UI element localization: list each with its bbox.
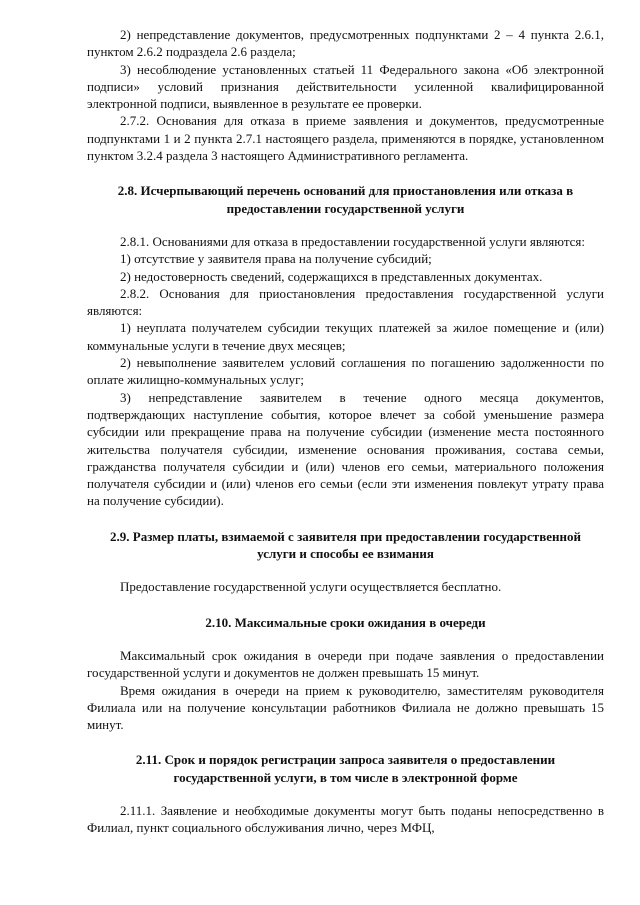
paragraph: 2.8.1. Основаниями для отказа в предоставлении государственной услуги являются: — [120, 233, 586, 249]
paragraph: Предоставление государственной услуги осуществляется бесплатно. — [120, 579, 502, 595]
paragraph: 1) отсутствие у заявителя права на получение субсидий; — [120, 251, 432, 267]
section-heading-2-9: 2.9. Размер платы, взимаемой с заявителя при предоставлении государственной услуги и способы ее взимания — [110, 528, 581, 562]
paragraph: 1) неуплата получателем субсидии текущих платежей за жилое помещение и (или) коммунальные услуги в течение двух месяцев; — [87, 320, 604, 353]
paragraph: 3) непредставление заявителем в течение одного месяца документов, подтверждающих наступление события, которое влечет за собой уменьшение размера субсидии или прекращение права на получение субсидии (изменение места постоянного жительства получателя субсидии, изменение основания проживания, состава семьи, гражданства получателя субсидии и (или) членов его семьи, материального положения получателя субсидии и (или) членов его семьи (если эти изменения повлекут утрату права на получение субсидии). — [87, 389, 604, 509]
paragraph: 2.7.2. Основания для отказа в приеме заявления и документов, предусмотренные подпунктами 1 и 2 пункта 2.7.1 настоящего раздела, применяются в порядке, установленном пунктом 3.2.4 раздела 3 настоящего Административного регламента. — [87, 113, 604, 164]
paragraph: 2) непредставление документов, предусмотренных подпунктами 2 – 4 пункта 2.6.1, пунктом 2.6.2 подраздела 2.6 раздела; — [87, 27, 604, 60]
paragraph: Максимальный срок ожидания в очереди при подаче заявления о предоставлении государственной услуги и документов не должен превышать 15 минут. — [87, 647, 604, 681]
paragraph: Время ожидания в очереди на прием к руководителю, заместителям руководителя Филиала или на получение консультации работников Филиала не должно превышать 15 минут. — [87, 682, 604, 733]
paragraph: 2.11.1. Заявление и необходимые документы могут быть поданы непосредственно в Филиал, пункт социального обслуживания лично, через МФЦ, — [87, 802, 604, 836]
section-heading-2-10: 2.10. Максимальные сроки ожидания в очереди — [205, 614, 486, 630]
section-heading-2-8: 2.8. Исчерпывающий перечень оснований для приостановления или отказа в предоставлении государственной услуги — [117, 183, 574, 216]
paragraph: 2) недостоверность сведений, содержащихся в представленных документах. — [120, 268, 543, 284]
paragraph: 3) несоблюдение установленных статьей 11 Федерального закона «Об электронной подписи» условий признания действительности усиленной квалифицированной электронной подписи, выявленное в результате ее проверки. — [87, 61, 604, 112]
section-heading-2-11: 2.11. Срок и порядок регистрации запроса заявителя о предоставлении государственной услуги, в том числе в электронной форме — [135, 752, 556, 785]
paragraph: 2.8.2. Основания для приостановления предоставления государственной услуги являются: — [87, 285, 604, 319]
paragraph: 2) невыполнение заявителем условий соглашения по погашению задолженности по оплате жилищно-коммунальных услуг; — [87, 355, 604, 388]
